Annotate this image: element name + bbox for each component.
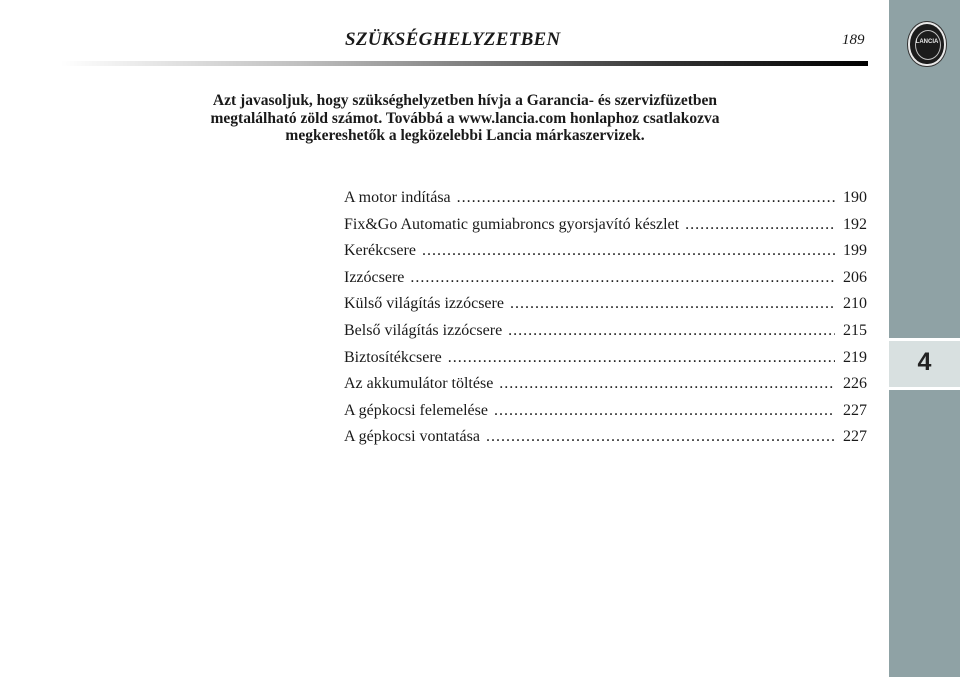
logo-text: LANCIA xyxy=(915,39,939,45)
toc-entry-label: Az akkumulátor töltése xyxy=(344,375,494,393)
toc-leader-dots xyxy=(410,269,835,287)
toc-entry-page: 227 xyxy=(843,401,867,419)
toc-leader-dots xyxy=(457,189,835,207)
toc-leader-dots xyxy=(508,322,835,340)
toc-entry-label: A motor indítása xyxy=(344,189,451,206)
page-number: 189 xyxy=(842,32,865,48)
toc-entry[interactable] xyxy=(344,189,867,216)
logo-ring xyxy=(915,30,941,60)
intro-paragraph xyxy=(160,92,770,145)
toc-entry[interactable] xyxy=(344,402,867,429)
toc-entry[interactable] xyxy=(344,242,867,269)
toc-entry-page: 215 xyxy=(843,321,867,339)
toc-entry[interactable] xyxy=(344,269,867,296)
table-of-contents xyxy=(344,189,867,455)
toc-entry-page: 226 xyxy=(843,375,867,393)
toc-entry-page: 227 xyxy=(843,428,867,446)
toc-entry-label: A gépkocsi vontatása xyxy=(344,428,480,446)
toc-entry-page: 192 xyxy=(843,215,867,233)
toc-entry-page: 219 xyxy=(843,348,867,366)
header-divider xyxy=(60,61,868,66)
toc-entry-label: Kerékcsere xyxy=(344,242,416,260)
toc-leader-dots xyxy=(486,428,835,446)
toc-entry-page: 206 xyxy=(843,268,867,286)
toc-entry[interactable] xyxy=(344,349,867,376)
toc-leader-dots xyxy=(422,242,835,260)
intro-line: megkereshetők a legközelebbi Lancia márkaszervizek. xyxy=(285,127,645,144)
toc-entry[interactable] xyxy=(344,322,867,349)
toc-entry[interactable] xyxy=(344,295,867,322)
toc-entry[interactable] xyxy=(344,428,867,455)
toc-entry-page: 210 xyxy=(843,295,867,313)
intro-line: megtalálható zöld számot. Továbbá a www.lancia.com honlaphoz csatlakozva xyxy=(210,109,720,127)
toc-leader-dots xyxy=(685,216,835,234)
toc-entry-label: A gépkocsi felemelése xyxy=(344,401,488,419)
toc-entry-label: Fix&Go Automatic gumiabroncs gyorsjavító készlet xyxy=(344,215,680,233)
toc-entry[interactable] xyxy=(344,375,867,402)
toc-entry-label: Izzócsere xyxy=(344,268,405,286)
toc-leader-dots xyxy=(499,375,835,393)
toc-leader-dots xyxy=(448,349,835,367)
toc-leader-dots xyxy=(510,295,835,313)
chapter-title: SZÜKSÉGHELYZETBEN xyxy=(345,29,561,50)
lancia-logo-icon xyxy=(908,22,946,66)
toc-entry-label: Belső világítás izzócsere xyxy=(344,321,503,339)
toc-leader-dots xyxy=(494,402,835,420)
toc-entry-label: Biztosítékcsere xyxy=(344,348,442,366)
intro-line: Azt javasoljuk, hogy szükséghelyzetben hívja a Garancia- és szervizfüzetben xyxy=(212,92,718,109)
toc-entry[interactable] xyxy=(344,216,867,243)
toc-entry-page: 199 xyxy=(843,242,867,260)
chapter-number: 4 xyxy=(917,348,932,376)
toc-entry-label: Külső világítás izzócsere xyxy=(344,295,504,313)
toc-entry-page: 190 xyxy=(843,189,867,206)
chapter-tab[interactable] xyxy=(889,338,960,390)
